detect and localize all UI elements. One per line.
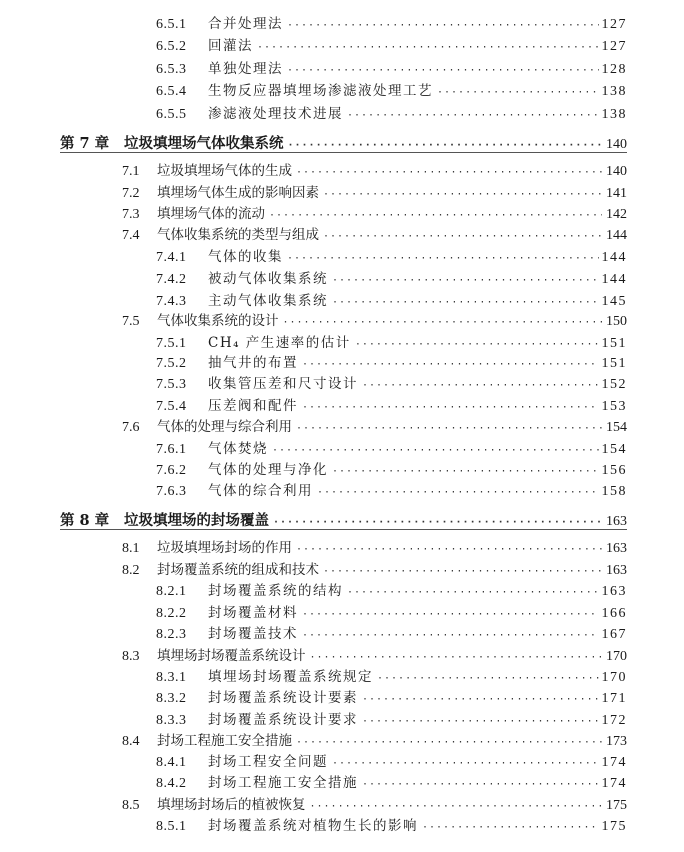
entry-number: 8.4.2 [156,776,187,792]
entry-number: 8.5.1 [156,819,187,834]
toc-entry[interactable] [0,536,627,559]
entry-number: 8.3.3 [156,712,187,728]
toc-entry[interactable] [0,814,627,837]
entry-title: 气体收集系统的类型与组成 [157,227,319,244]
entry-title: 封场覆盖系统的结构 [208,583,343,600]
toc-entry[interactable] [0,351,627,374]
entry-number: 6.5.2 [156,39,187,55]
entry-title: CH₄ 产生速率的估计 [208,334,351,351]
dot-leader [437,87,599,102]
entry-number: 8.3 [122,648,140,664]
entry-number: 6.5.5 [156,107,187,123]
entry-page-number: 163 [606,562,627,578]
entry-page-number: 175 [601,819,627,834]
entry-page-number: 171 [601,691,627,707]
entry-number: 7.5.2 [156,356,187,372]
entry-title: 填埋场封场后的植被恢复 [157,796,306,813]
entry-title: 抽气井的布置 [208,355,298,372]
toc-entry[interactable] [0,686,627,709]
dot-leader [257,42,599,57]
toc-entry[interactable] [0,579,627,602]
entry-number: 7.4 [122,228,140,244]
entry-number: 6.5.3 [156,61,187,77]
entry-title: 填埋场封场覆盖系统规定 [208,668,373,685]
entry-number: 8.2.2 [156,605,187,621]
entry-title: 垃圾填埋场封场的作用 [157,540,292,557]
entry-title: 合并处理法 [208,16,283,32]
entry-page-number: 170 [601,669,627,685]
entry-number: 7.3 [122,207,140,223]
toc-entry[interactable] [0,102,627,125]
dot-leader [287,65,599,80]
entry-page-number: 128 [601,61,627,77]
chapter-divider-line [60,529,627,530]
entry-page-number: 138 [601,107,627,123]
entry-page-number: 153 [601,398,627,414]
entry-title: 垃圾填埋场气体收集系统 [124,135,284,153]
entry-number: 7.6.3 [156,483,187,499]
entry-page-number: 140 [606,137,627,153]
entry-title: 填埋场气体生成的影响因素 [157,184,319,201]
entry-page-number: 166 [601,605,627,621]
entry-number: 8.4.1 [156,754,187,770]
entry-title: 封场工程施工安全措施 [208,775,358,792]
entry-page-number: 141 [606,185,627,201]
dot-leader [287,20,599,35]
toc-entry[interactable] [0,771,627,794]
entry-title: 封场工程安全问题 [208,753,328,770]
toc-entry[interactable] [0,793,627,816]
entry-page-number: 140 [606,164,627,180]
dot-leader [347,110,599,125]
toc-entry[interactable] [0,181,627,204]
entry-title: 封场工程施工安全措施 [157,733,292,750]
entry-number: 第 8 章 [60,512,110,530]
toc-entry[interactable] [0,601,627,624]
entry-number: 7.5.3 [156,377,187,393]
entry-page-number: 144 [601,249,627,265]
entry-title: 气体的处理与综合利用 [157,419,292,436]
entry-number: 7.5 [122,314,140,330]
entry-page-number: 151 [601,356,627,372]
entry-title: 填埋场封场覆盖系统设计 [157,647,306,664]
entry-number: 7.1 [122,164,140,180]
entry-number: 7.5.4 [156,398,187,414]
entry-page-number: 144 [601,272,627,288]
entry-number: 7.4.2 [156,272,187,288]
entry-number: 8.1 [122,541,140,557]
toc-entry[interactable] [0,750,627,773]
entry-page-number: 163 [601,584,627,600]
entry-page-number: 156 [601,463,627,479]
entry-page-number: 138 [601,84,627,100]
entry-title: 封场覆盖技术 [208,626,298,643]
entry-title: 封场覆盖材料 [208,604,298,621]
entry-title: 气体的综合利用 [208,482,313,499]
entry-number: 7.4.1 [156,249,187,265]
entry-page-number: 175 [606,797,627,813]
entry-page-number: 163 [606,541,627,557]
entry-number: 8.3.2 [156,691,187,707]
entry-title: 封场覆盖系统设计要素 [208,690,358,707]
toc-entry[interactable] [0,372,627,395]
entry-title: 收集管压差和尺寸设计 [208,376,358,393]
toc-entry[interactable] [0,79,627,102]
entry-page-number: 174 [601,776,627,792]
entry-number: 8.5 [122,797,140,813]
entry-title: 单独处理法 [208,60,283,77]
entry-title: 垃圾填埋场气体的生成 [157,163,292,180]
entry-page-number: 151 [601,335,627,351]
entry-title: 气体收集系统的设计 [157,313,279,330]
entry-number: 6.5.4 [156,84,187,100]
toc-entry[interactable] [0,665,627,688]
entry-page-number: 127 [601,17,627,32]
dot-leader [287,253,599,268]
dot-leader [317,487,599,502]
entry-title: 气体的处理与净化 [208,462,328,479]
toc-entry[interactable] [0,394,627,417]
entry-number: 8.2.1 [156,584,187,600]
toc-entry[interactable] [0,223,627,246]
entry-title: 气体焚烧 [208,440,268,457]
entry-title: 封场覆盖系统的组成和技术 [157,561,319,578]
entry-page-number: 144 [606,228,627,244]
entry-number: 8.2 [122,562,140,578]
entry-title: 压差阀和配件 [208,397,298,414]
toc-entry[interactable] [0,479,627,502]
entry-number: 8.3.1 [156,669,187,685]
toc-entry[interactable] [0,267,627,290]
entry-page-number: 174 [601,754,627,770]
toc-entry[interactable] [0,57,627,80]
entry-page-number: 167 [601,627,627,643]
toc-entry[interactable] [0,309,627,332]
entry-page-number: 154 [601,441,627,457]
entry-page-number: 152 [601,377,627,393]
entry-title: 被动气体收集系统 [208,271,328,288]
toc-entry[interactable] [0,622,627,645]
toc-entry[interactable] [0,558,627,581]
toc-entry[interactable] [0,644,627,667]
entry-page-number: 172 [601,712,627,728]
toc-entry[interactable] [0,708,627,731]
toc-entry[interactable] [0,415,627,438]
entry-page-number: 170 [606,648,627,664]
entry-title: 主动气体收集系统 [208,292,328,309]
entry-title: 回灌法 [208,38,253,55]
toc-entry[interactable] [0,34,627,57]
toc-entry[interactable] [0,202,627,225]
entry-number: 7.4.3 [156,293,187,309]
entry-number: 7.6 [122,420,140,436]
entry-page-number: 173 [606,734,627,750]
entry-page-number: 142 [606,207,627,223]
entry-number: 7.5.1 [156,335,187,351]
entry-title: 垃圾填埋场的封场覆盖 [124,512,269,530]
toc-entry[interactable] [0,159,627,182]
entry-number: 7.6.1 [156,441,187,457]
entry-number: 8.4 [122,734,140,750]
entry-number: 第 7 章 [60,135,110,153]
entry-title: 填埋场气体的流动 [157,206,265,223]
entry-title: 气体的收集 [208,248,283,265]
entry-title: 封场覆盖系统设计要求 [208,711,358,728]
toc-entry[interactable] [0,12,627,35]
toc-entry[interactable] [0,245,627,268]
entry-title: 渗滤液处理技术进展 [208,106,343,123]
entry-title: 生物反应器填埋场渗滤液处理工艺 [208,83,433,100]
entry-number: 6.5.1 [156,17,187,32]
entry-number: 8.2.3 [156,627,187,643]
toc-entry[interactable] [0,437,627,460]
entry-number: 7.2 [122,185,140,201]
entry-page-number: 154 [606,420,627,436]
entry-page-number: 163 [606,514,627,530]
chapter-divider-line [60,152,627,153]
entry-title: 封场覆盖系统对植物生长的影响 [208,818,418,834]
entry-page-number: 150 [606,314,627,330]
entry-page-number: 127 [601,39,627,55]
entry-page-number: 145 [601,293,627,309]
entry-page-number: 158 [601,483,627,499]
dot-leader [422,822,599,837]
entry-number: 7.6.2 [156,463,187,479]
